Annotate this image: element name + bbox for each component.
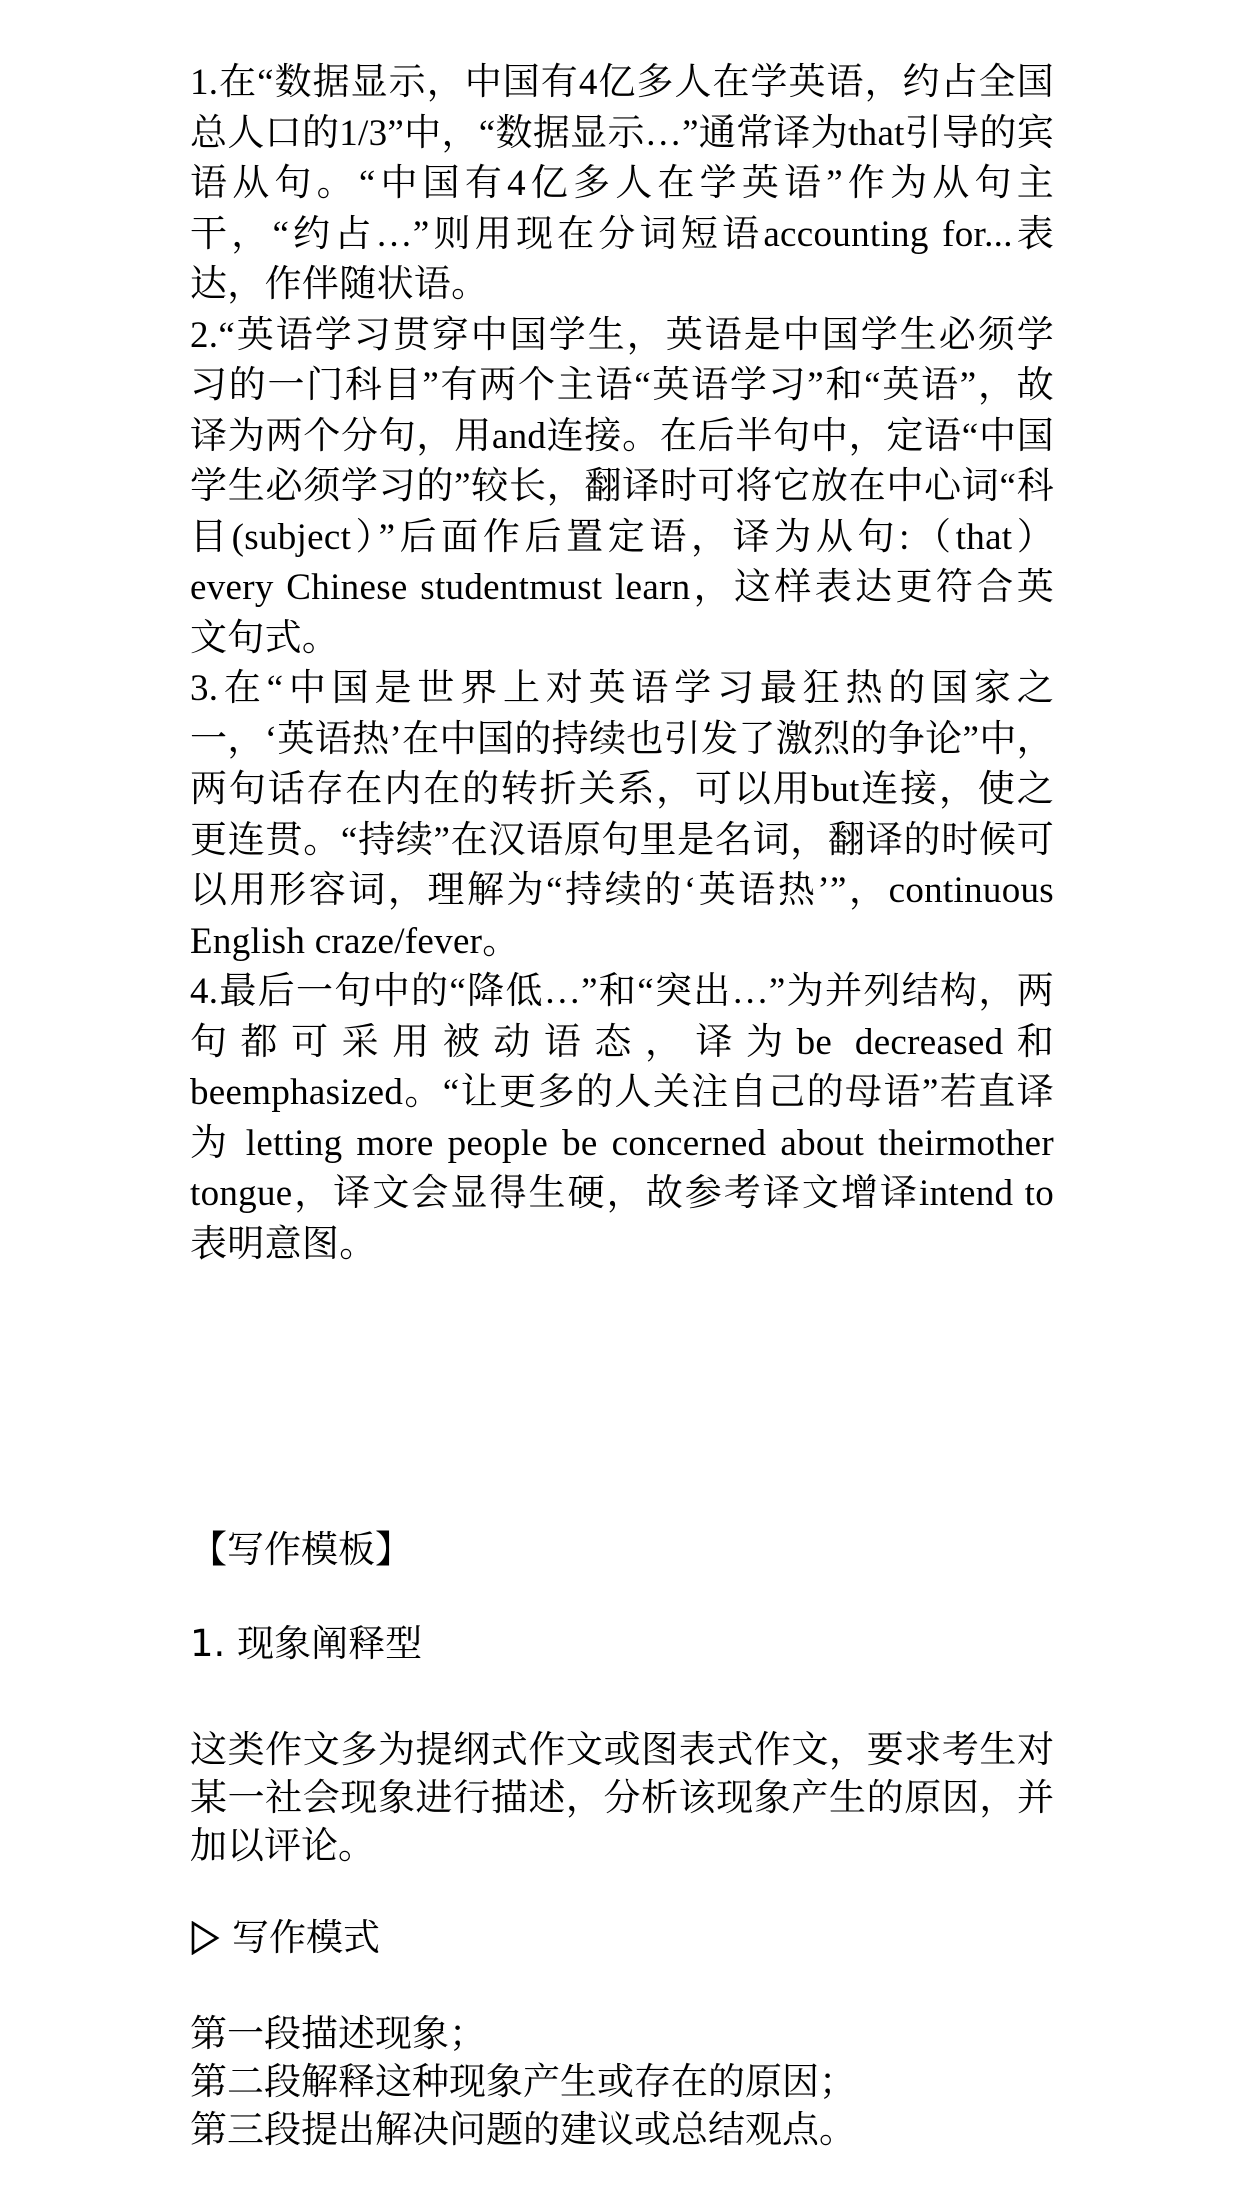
paragraph-steps bbox=[190, 2010, 1054, 2154]
step-item: 第三段提出解决问题的建议或总结观点。 bbox=[190, 2108, 856, 2151]
section-title: 【写作模板】 bbox=[190, 1528, 412, 1571]
step-item: 第二段解释这种现象产生或存在的原因； bbox=[190, 2060, 856, 2103]
triangle-outline-icon bbox=[190, 1921, 220, 1955]
translation-notes bbox=[190, 58, 1054, 1270]
note-paragraph-3: 3.在“中国是世界上对英语学习最狂热的国家之一，‘英语热’在中国的持续也引发了激烈的争论”中，两句话存在内在的转折关系，可以用but连接，使之更连贯。“持续”在汉语原句里是名词，翻译的时候可以用形容词，理解为“持续的‘英语热’”，continuous English craze/fever。 bbox=[190, 668, 1054, 962]
step-item: 第一段描述现象； bbox=[190, 2012, 486, 2055]
writing-mode-heading bbox=[190, 1914, 380, 1962]
note-paragraph-4: 4.最后一句中的“降低…”和“突出…”为并列结构，两句都可采用被动语态，译为be decreased和beemphasized。“让更多的人关注自己的母语”若直译为 letting more people be concerned about theirmother tongue，译文会显得生硬，故参考译文增译intend to表明意图。 bbox=[190, 971, 1054, 1265]
note-paragraph-2: 2.“英语学习贯穿中国学生，英语是中国学生必须学习的一门科目”有两个主语“英语学习”和“英语”，故译为两个分句，用and连接。在后半句中，定语“中国学生必须学习的”较长，翻译时可将它放在中心词“科目(subject）”后面作后置定语，译为从句:（that）every Chinese studentmust learn，这样表达更符合英文句式。 bbox=[190, 314, 1054, 659]
writing-mode-label: 写作模式 bbox=[232, 1916, 380, 1959]
essay-type-heading: 1. 现象阐释型 bbox=[190, 1622, 423, 1665]
note-paragraph-1: 1.在“数据显示，中国有4亿多人在学英语，约占全国总人口的1/3”中，“数据显示…”通常译为that引导的宾语从句。“中国有4亿多人在学英语”作为从句主干，“约占…”则用现在分词短语accounting for...表达，作伴随状语。 bbox=[190, 62, 1054, 305]
essay-type-description: 这类作文多为提纲式作文或图表式作文，要求考生对某一社会现象进行描述，分析该现象产生的原因，并加以评论。 bbox=[190, 1728, 1054, 1867]
